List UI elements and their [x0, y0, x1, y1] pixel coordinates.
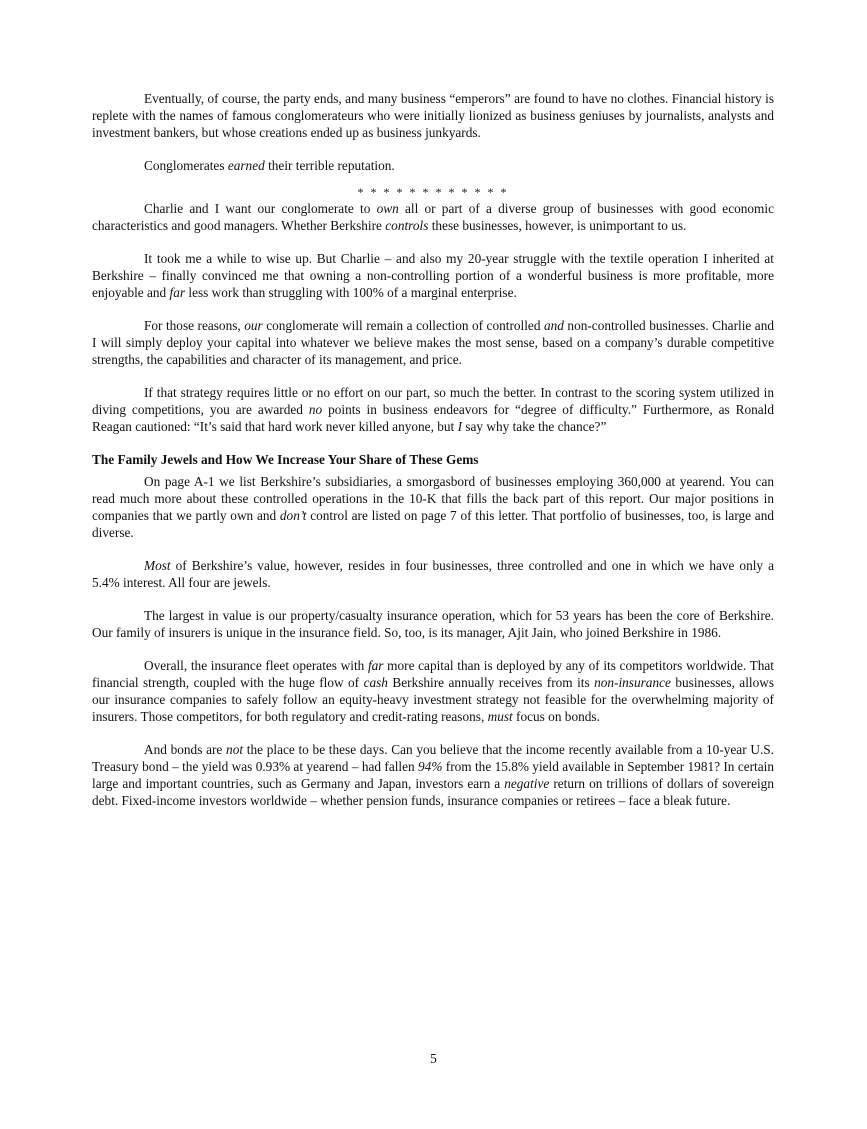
emphasis: Most — [144, 558, 171, 573]
paragraph-controlled-noncontrolled: For those reasons, our conglomerate will remain a collection of controlled and non-controlled businesses. Charlie and I will simply deploy your capital into whatever we believe makes the most sense, based on a company’s durable competitive strengths, the capabilities and character of its management, and price. — [92, 318, 774, 367]
emphasis: don’t — [279, 508, 307, 523]
paragraph-wise-up: It took me a while to wise up. But Charlie – and also my 20-year struggle with the textile operation I inherited at Berkshire – finally convinced me that owning a non-controlling portion of a wonderful business is more profitable, more enjoyable and far less work than struggling with 100% of a marginal enterprise. — [92, 251, 774, 300]
emphasis: far — [367, 658, 384, 673]
paragraph-insurance-fleet: Overall, the insurance fleet operates with far more capital than is deployed by any of its competitors worldwide. That financial strength, coupled with the huge flow of cash Berkshire annually receives from its non-insurance businesses, allows our insurance companies to safely follow an equity-heavy investment strategy not feasible for the overwhelming majority of insurers. Those competitors, for both regulatory and credit-rating reasons, must focus on bonds. — [92, 658, 775, 724]
emphasis: own — [376, 201, 399, 216]
emphasis: earned — [227, 158, 265, 173]
paragraph-insurance-operation: The largest in value is our property/casualty insurance operation, which for 53 years has been the core of Berkshire. Our family of insurers is unique in the insurance field. So, too, is its manager, Ajit Jain, who joined Berkshire in 1986. — [92, 608, 774, 640]
emphasis: negative — [504, 776, 550, 791]
paragraph-subsidiaries: On page A-1 we list Berkshire’s subsidiaries, a smorgasbord of businesses employing 360,000 at yearend. You can read much more about these controlled operations in the 10-K that fills the back part of this report. Our major positions in companies that we partly own and don’t control are listed on page 7 of this letter. That portfolio of businesses, too, is large and diverse. — [92, 474, 774, 540]
emphasis: cash — [363, 675, 388, 690]
emphasis: non-insurance — [594, 675, 671, 690]
emphasis: I — [457, 419, 462, 434]
paragraph-bonds: And bonds are not the place to be these days. Can you believe that the income recently available from a 10-year U.S. Treasury bond – the yield was 0.93% at yearend – had fallen 94% from the 15.8% yield available in September 1981? In certain large and important countries, such as Germany and Japan, investors earn a negative return on trillions of dollars of sovereign debt. Fixed-income investors worldwide – whether pension funds, insurance companies or retirees – face a bleak future. — [92, 742, 774, 808]
paragraph-little-effort: If that strategy requires little or no effort on our part, so much the better. In contrast to the scoring system utilized in diving competitions, you are awarded no points in business endeavors for “degree of difficulty.” Furthermore, as Ronald Reagan cautioned: “It’s said that hard work never killed anyone, but I say why take the chance?” — [92, 385, 774, 434]
emphasis: must — [487, 709, 513, 724]
emphasis: 94% — [418, 759, 443, 774]
paragraph-own-businesses: Charlie and I want our conglomerate to own all or part of a diverse group of businesses with good economic characteristics and good managers. Whether Berkshire controls these businesses, however, is unimportant to us. — [92, 201, 774, 233]
section-heading: The Family Jewels and How We Increase Your Share of These Gems — [92, 452, 479, 467]
emphasis: and — [543, 318, 564, 333]
paragraph-four-jewels: Most of Berkshire’s value, however, resides in four businesses, three controlled and one in which we have only a 5.4% interest. All four are jewels. — [92, 558, 774, 590]
letter-page — [92, 90, 774, 825]
emphasis: our — [244, 318, 263, 333]
emphasis: no — [308, 402, 323, 417]
section-separator: * * * * * * * * * * * * — [357, 185, 509, 199]
paragraph-party-ends: Eventually, of course, the party ends, and many business “emperors” are found to have no clothes. Financial history is replete with the names of famous conglomerateurs who were initially lionized as business geniuses by journalists, analysts and investment bankers, but whose creations ended up as business junkyards. — [92, 91, 774, 140]
emphasis: far — [169, 285, 186, 300]
paragraph-conglomerates-reputation: Conglomerates earned their terrible reputation. — [144, 158, 395, 173]
emphasis: not — [226, 742, 244, 757]
page-number: 5 — [430, 1051, 437, 1066]
emphasis: controls — [385, 218, 429, 233]
